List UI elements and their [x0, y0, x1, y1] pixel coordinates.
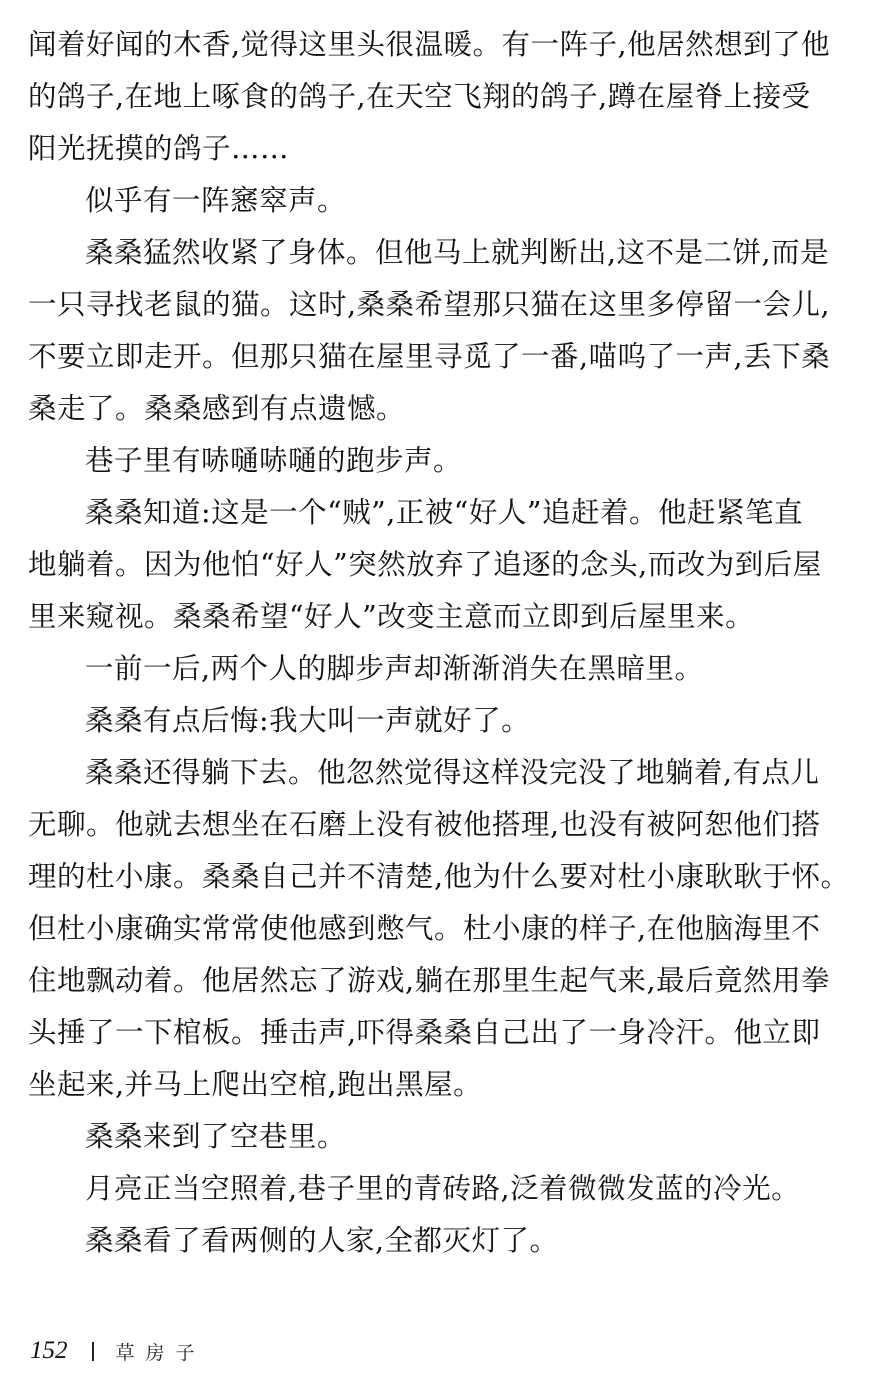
text-line: 住地飘动着。他居然忘了游戏,躺在那里生起气来,最后竟然用拳	[28, 964, 831, 997]
text-line: 里来窥视。桑桑希望“好人”改变主意而立即到后屋里来。	[28, 600, 755, 633]
text-line: 地躺着。因为他怕“好人”突然放弃了追逐的念头,而改为到后屋	[28, 548, 822, 581]
paragraph-start-line: 桑桑猛然收紧了身体。但他马上就判断出,这不是二饼,而是	[85, 236, 830, 269]
paragraph-start-line: 月亮正当空照着,巷子里的青砖路,泛着微微发蓝的冷光。	[85, 1172, 801, 1205]
text-line: 坐起来,并马上爬出空棺,跑出黑屋。	[28, 1068, 483, 1101]
paragraph-start-line: 一前一后,两个人的脚步声却渐渐消失在黑暗里。	[85, 652, 704, 685]
text-line: 一只寻找老鼠的猫。这时,桑桑希望那只猫在这里多停留一会儿,	[28, 288, 831, 321]
paragraph-start-line: 桑桑知道:这是一个“贼”,正被“好人”追赶着。他赶紧笔直	[85, 496, 803, 529]
text-line: 的鸽子,在地上啄食的鸽子,在天空飞翔的鸽子,蹲在屋脊上接受	[28, 80, 811, 113]
paragraph-start-line: 似乎有一阵窸窣声。	[85, 184, 347, 217]
paragraph-start-line: 巷子里有哧嗵哧嗵的跑步声。	[85, 444, 463, 477]
text-line: 桑走了。桑桑感到有点遗憾。	[28, 392, 406, 425]
running-title: 草房子	[115, 1341, 206, 1364]
page-footer	[30, 1334, 206, 1368]
text-line: 阳光抚摸的鸽子……	[28, 132, 290, 165]
text-line: 闻着好闻的木香,觉得这里头很温暖。有一阵子,他居然想到了他	[28, 28, 831, 61]
paragraph-start-line: 桑桑还得躺下去。他忽然觉得这样没完没了地躺着,有点儿	[85, 756, 820, 789]
text-line: 头捶了一下棺板。捶击声,吓得桑桑自己出了一身冷汗。他立即	[28, 1016, 821, 1049]
paragraph-start-line: 桑桑来到了空巷里。	[85, 1120, 347, 1153]
page-number: 152	[30, 1337, 68, 1364]
text-line: 无聊。他就去想坐在石磨上没有被他搭理,也没有被阿恕他们搭	[28, 808, 821, 841]
text-line: 不要立即走开。但那只猫在屋里寻觅了一番,喵呜了一声,丢下桑	[28, 340, 831, 373]
paragraph-start-line: 桑桑有点后悔:我大叫一声就好了。	[85, 704, 531, 737]
paragraph-start-line: 桑桑看了看两侧的人家,全都灭灯了。	[85, 1224, 559, 1257]
text-line: 理的杜小康。桑桑自己并不清楚,他为什么要对杜小康耿耿于怀。	[28, 860, 850, 893]
footer-divider	[92, 1342, 94, 1361]
text-line: 但杜小康确实常常使他感到憋气。杜小康的样子,在他脑海里不	[28, 912, 821, 945]
